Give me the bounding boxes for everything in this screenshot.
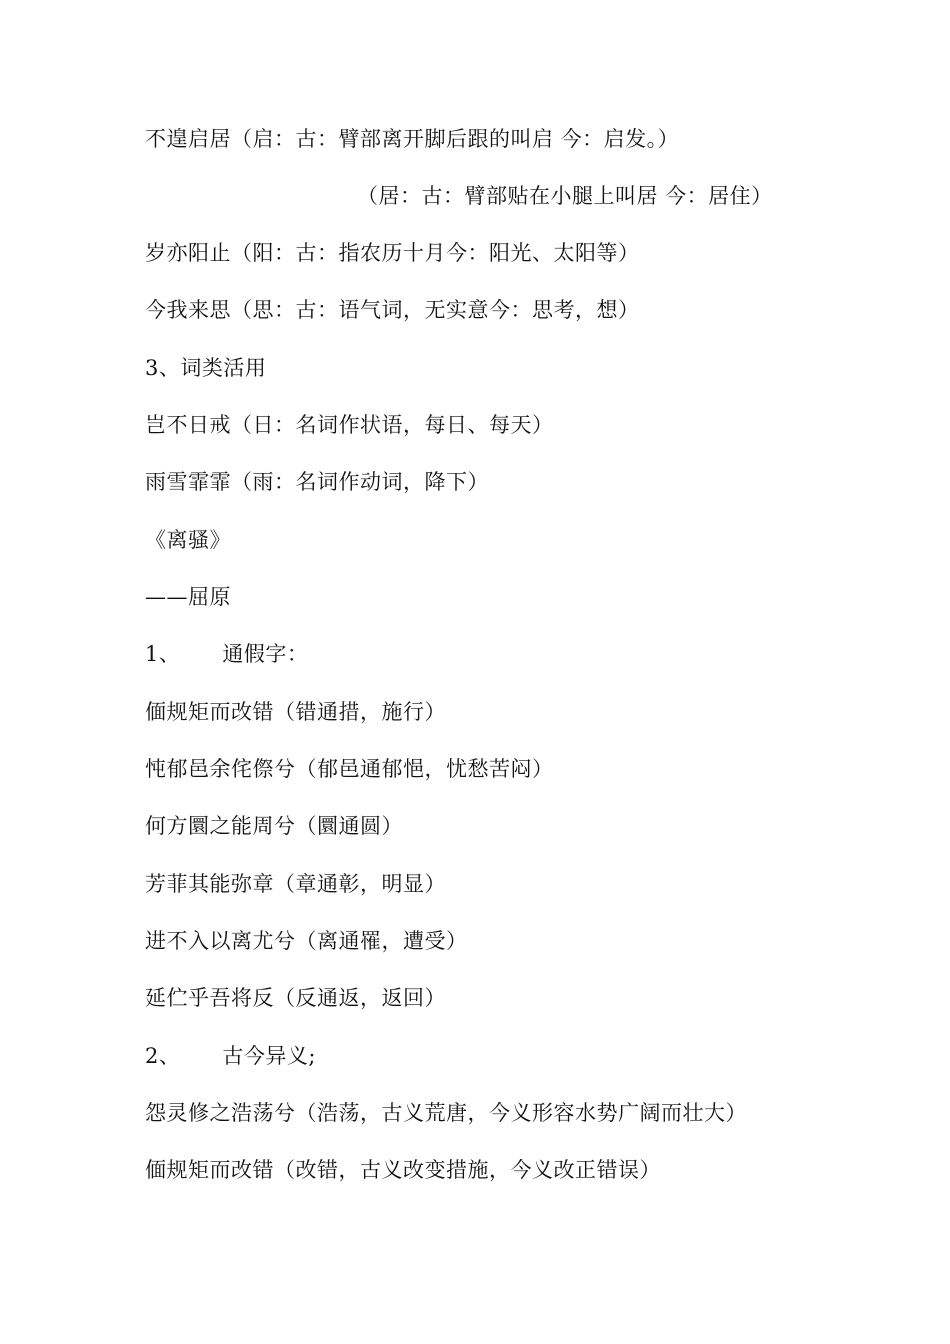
text-line-7: 雨雪霏霏（雨：名词作动词，降下） (145, 470, 489, 494)
text-line-1: 不遑启居（启：古：臂部离开脚后跟的叫启 今：启发。） (145, 127, 680, 151)
text-line-4: 今我来思（思：古：语气词，无实意今：思考，想） (145, 298, 640, 322)
text-line-19: 偭规矩而改错（改错，古义改变措施，今义改正错误） (145, 1158, 661, 1182)
text-line-11: 偭规矩而改错（错通措，施行） (145, 700, 446, 724)
section-number-1: 1、 (145, 642, 181, 666)
text-line-13: 何方圜之能周兮（圜通圆） (145, 814, 403, 838)
text-line-18: 怨灵修之浩荡兮（浩荡，古义荒唐，今义形容水势广阔而壮大） (145, 1101, 747, 1125)
text-line-2: （居：古：臂部贴在小腿上叫居 今：居住） (357, 184, 773, 208)
section-heading-gujin (145, 1038, 910, 1074)
text-line-14: 芳菲其能弥章（章通彰，明显） (145, 872, 446, 896)
text-line-16: 延伫乎吾将反（反通返，返回） (145, 986, 446, 1010)
text-line-6: 岂不日戒（日：名词作状语，每日、每天） (145, 413, 554, 437)
poem-author: ——屈原 (145, 585, 231, 609)
text-line-12: 忳郁邑余侘傺兮（郁邑通郁悒，忧愁苦闷） (145, 757, 554, 781)
section-number-2: 2、 (145, 1044, 181, 1068)
text-line-3: 岁亦阳止（阳：古：指农历十月今：阳光、太阳等） (145, 241, 640, 265)
text-line-15: 进不入以离尤兮（离通罹，遭受） (145, 929, 468, 953)
section-title-1: 通假字： (222, 642, 309, 666)
section-heading-word-class: 3、词类活用 (145, 356, 267, 380)
section-heading-tongjia (145, 636, 910, 672)
poem-title: 《离骚》 (145, 528, 231, 552)
section-title-2: 古今异义; (222, 1044, 316, 1068)
